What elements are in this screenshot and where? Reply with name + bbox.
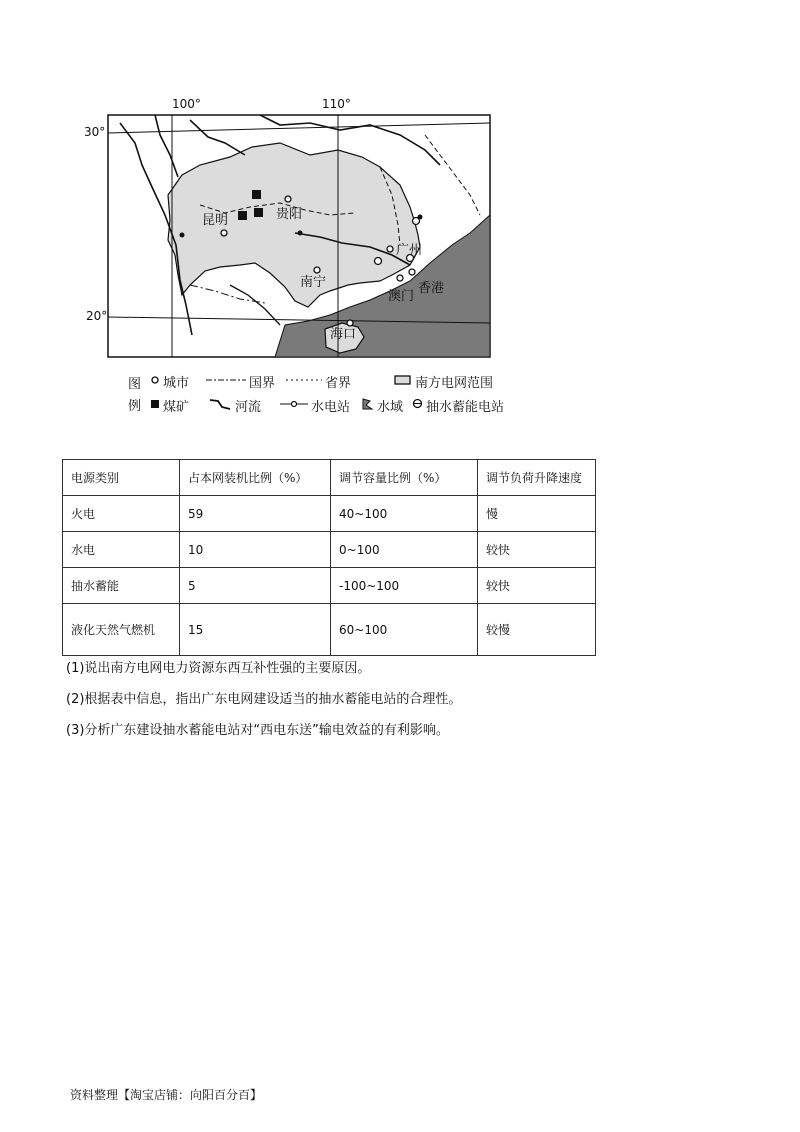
city-label-haikou: 海口: [330, 327, 357, 342]
pumped-storage-symbol-icon: [412, 398, 423, 413]
coal-mine-symbol-icon: [150, 398, 160, 413]
table-header-cell: 电源类别: [63, 460, 180, 496]
table-row: [63, 604, 596, 656]
legend-river-label: 河流: [235, 400, 262, 415]
lat-label-30: 30°: [84, 125, 106, 139]
city-label-nanning: 南宁: [300, 275, 327, 290]
grid-range-symbol-icon: [394, 374, 412, 390]
coal-mine-2: [238, 211, 247, 220]
city-label-macau: 澳门: [388, 289, 415, 304]
table-cell: 火电: [63, 496, 180, 532]
coal-mine-3: [254, 208, 263, 217]
legend-title: 图例: [128, 377, 142, 414]
city-symbol-icon: [150, 374, 160, 389]
table-cell: 较慢: [478, 604, 596, 656]
table-cell: 较快: [478, 568, 596, 604]
city-guiyang: [285, 196, 291, 202]
pumped-storage-3: [375, 258, 382, 265]
table-row: [63, 568, 596, 604]
legend-pumped-storage: [412, 396, 504, 415]
legend-national-border: [206, 372, 275, 391]
legend-grid-range-label: 南方电网范围: [415, 376, 494, 391]
table-cell: 10: [180, 532, 331, 568]
pumped-storage-2: [413, 218, 420, 225]
table-cell: 较快: [478, 532, 596, 568]
city-kunming: [221, 230, 227, 236]
table-row: [63, 532, 596, 568]
table-cell: 抽水蓄能: [63, 568, 180, 604]
table-header-row: [63, 460, 596, 496]
city-label-guiyang: 贵阳: [276, 207, 303, 222]
page-footer: 资料整理【淘宝店铺：向阳百分百】: [70, 1088, 263, 1102]
table-cell: 40~100: [331, 496, 478, 532]
table-header-cell: 调节容量比例（%）: [331, 460, 478, 496]
table-header-cell: 调节负荷升降速度: [478, 460, 596, 496]
table-cell: 慢: [478, 496, 596, 532]
legend-national-border-label: 国界: [249, 376, 276, 391]
city-guangzhou: [387, 246, 393, 252]
table-cell: 5: [180, 568, 331, 604]
lon-label-100: 100°: [172, 97, 201, 111]
water-symbol-icon: [360, 397, 374, 415]
lon-label-110: 110°: [322, 97, 351, 111]
question-3: (3)分析广东建设抽水蓄能电站对“西电东送”输电效益的有利影响。: [66, 723, 449, 738]
legend-province-border: [286, 372, 351, 391]
hydro-station-2: [298, 231, 303, 236]
question-2: (2)根据表中信息，指出广东电网建设适当的抽水蓄能电站的合理性。: [66, 692, 462, 707]
coal-mine-1: [252, 190, 261, 199]
river-symbol-icon: [208, 397, 232, 415]
city-macau: [397, 275, 403, 281]
legend-hydro-station-label: 水电站: [311, 400, 351, 415]
city-label-guangzhou: 广州: [396, 243, 423, 258]
legend-water: [360, 396, 403, 415]
legend-water-label: 水域: [377, 400, 404, 415]
province-border-symbol-icon: [286, 374, 322, 389]
table-cell: -100~100: [331, 568, 478, 604]
table-cell: 0~100: [331, 532, 478, 568]
city-label-kunming: 昆明: [202, 213, 229, 228]
legend-pumped-storage-label: 抽水蓄能电站: [426, 400, 505, 415]
national-border-symbol-icon: [206, 374, 246, 389]
map-legend: [128, 372, 548, 420]
table-cell: 液化天然气燃机: [63, 604, 180, 656]
power-source-table: [62, 459, 596, 656]
table-header-cell: 占本网装机比例（%）: [180, 460, 331, 496]
legend-city: [150, 372, 189, 391]
legend-coal-mine: [150, 396, 189, 415]
table-cell: 15: [180, 604, 331, 656]
table-row: [63, 496, 596, 532]
city-label-hongkong: 香港: [418, 281, 445, 296]
lat-label-20: 20°: [86, 309, 108, 323]
legend-province-border-label: 省界: [325, 376, 352, 391]
table-cell: 水电: [63, 532, 180, 568]
question-1: (1)说出南方电网电力资源东西互补性强的主要原因。: [66, 661, 371, 676]
table-cell: 60~100: [331, 604, 478, 656]
legend-coal-mine-label: 煤矿: [163, 400, 190, 415]
legend-grid-range: [394, 372, 493, 391]
hydro-station-1: [180, 233, 185, 238]
legend-hydro-station: [280, 396, 350, 415]
table-cell: 59: [180, 496, 331, 532]
city-hongkong: [409, 269, 415, 275]
hydro-station-symbol-icon: [280, 398, 308, 413]
legend-city-label: 城市: [163, 376, 190, 391]
legend-river: [208, 396, 261, 415]
